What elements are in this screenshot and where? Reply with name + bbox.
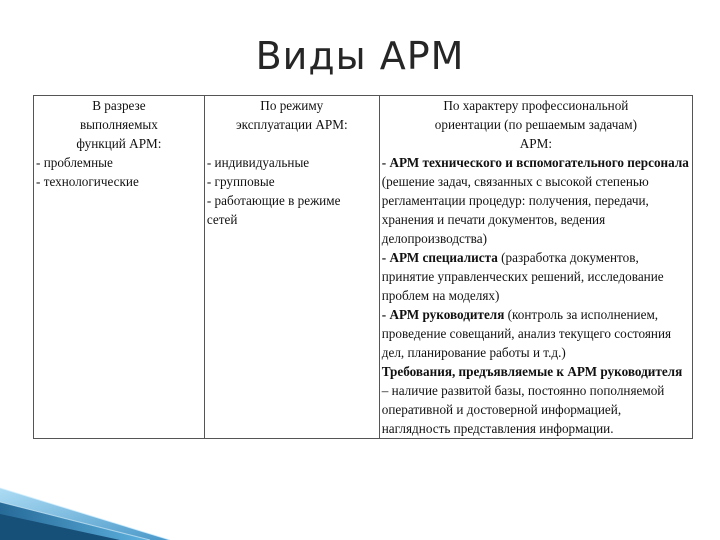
corner-decoration (0, 440, 170, 540)
list-item: - работающие в режиме (206, 193, 341, 208)
list-item: - технологические (36, 174, 139, 189)
apm-types-table (33, 95, 693, 439)
header-line: выполняемых (79, 117, 158, 132)
header-line: По характеру профессиональной (443, 98, 629, 113)
header-line: АРМ: (519, 136, 552, 151)
column-header-functions (36, 96, 202, 153)
header-line: функций АРМ: (76, 136, 162, 151)
block-text: – наличие развитой базы, постоянно пополняемой оперативной и достоверной информацией, наглядность представления информации. (381, 383, 665, 436)
block-heading: Требования, предъявляемые к АРМ руководителя (381, 364, 683, 379)
header-line: В разрезе (92, 98, 146, 113)
list-item: - индивидуальные (206, 155, 310, 170)
block-text: (решение задач, связанных с высокой степенью регламентации процедур: получения, передачи, хранения и печати документов, ведения делопроизводства) (381, 174, 649, 246)
block-text: (контроль за исполнением, проведение совещаний, анализ текущего состояния дел, планирование работы и т.д.) (381, 307, 672, 360)
list-item: - групповые (206, 174, 275, 189)
block-text: (разработка документов, принятие управленческих решений, исследование проблем на моделях) (381, 250, 664, 303)
apm-manager (382, 305, 690, 362)
table-row (34, 96, 693, 439)
list-item: - проблемные (36, 155, 113, 170)
header-line: ориентации (по решаемым задачам) (434, 117, 637, 132)
slide-title-text: Виды АРМ (255, 34, 465, 78)
apm-specialist (382, 248, 690, 305)
slide-title (0, 34, 720, 78)
column-by-functions (34, 96, 205, 439)
column-by-mode (204, 96, 379, 439)
column-by-orientation (379, 96, 692, 439)
block-heading: - АРМ руководителя (381, 307, 505, 322)
column-header-mode (207, 96, 377, 134)
list-item: сетей (206, 212, 238, 227)
header-line: По режиму (260, 98, 324, 113)
apm-support-staff (382, 153, 690, 248)
header-line: эксплуатации АРМ: (235, 117, 348, 132)
apm-manager-requirements (382, 362, 690, 438)
block-heading: - АРМ специалиста (381, 250, 498, 265)
column-header-orientation (382, 96, 690, 153)
block-heading: - АРМ технического и вспомогательного персонала (381, 155, 689, 170)
